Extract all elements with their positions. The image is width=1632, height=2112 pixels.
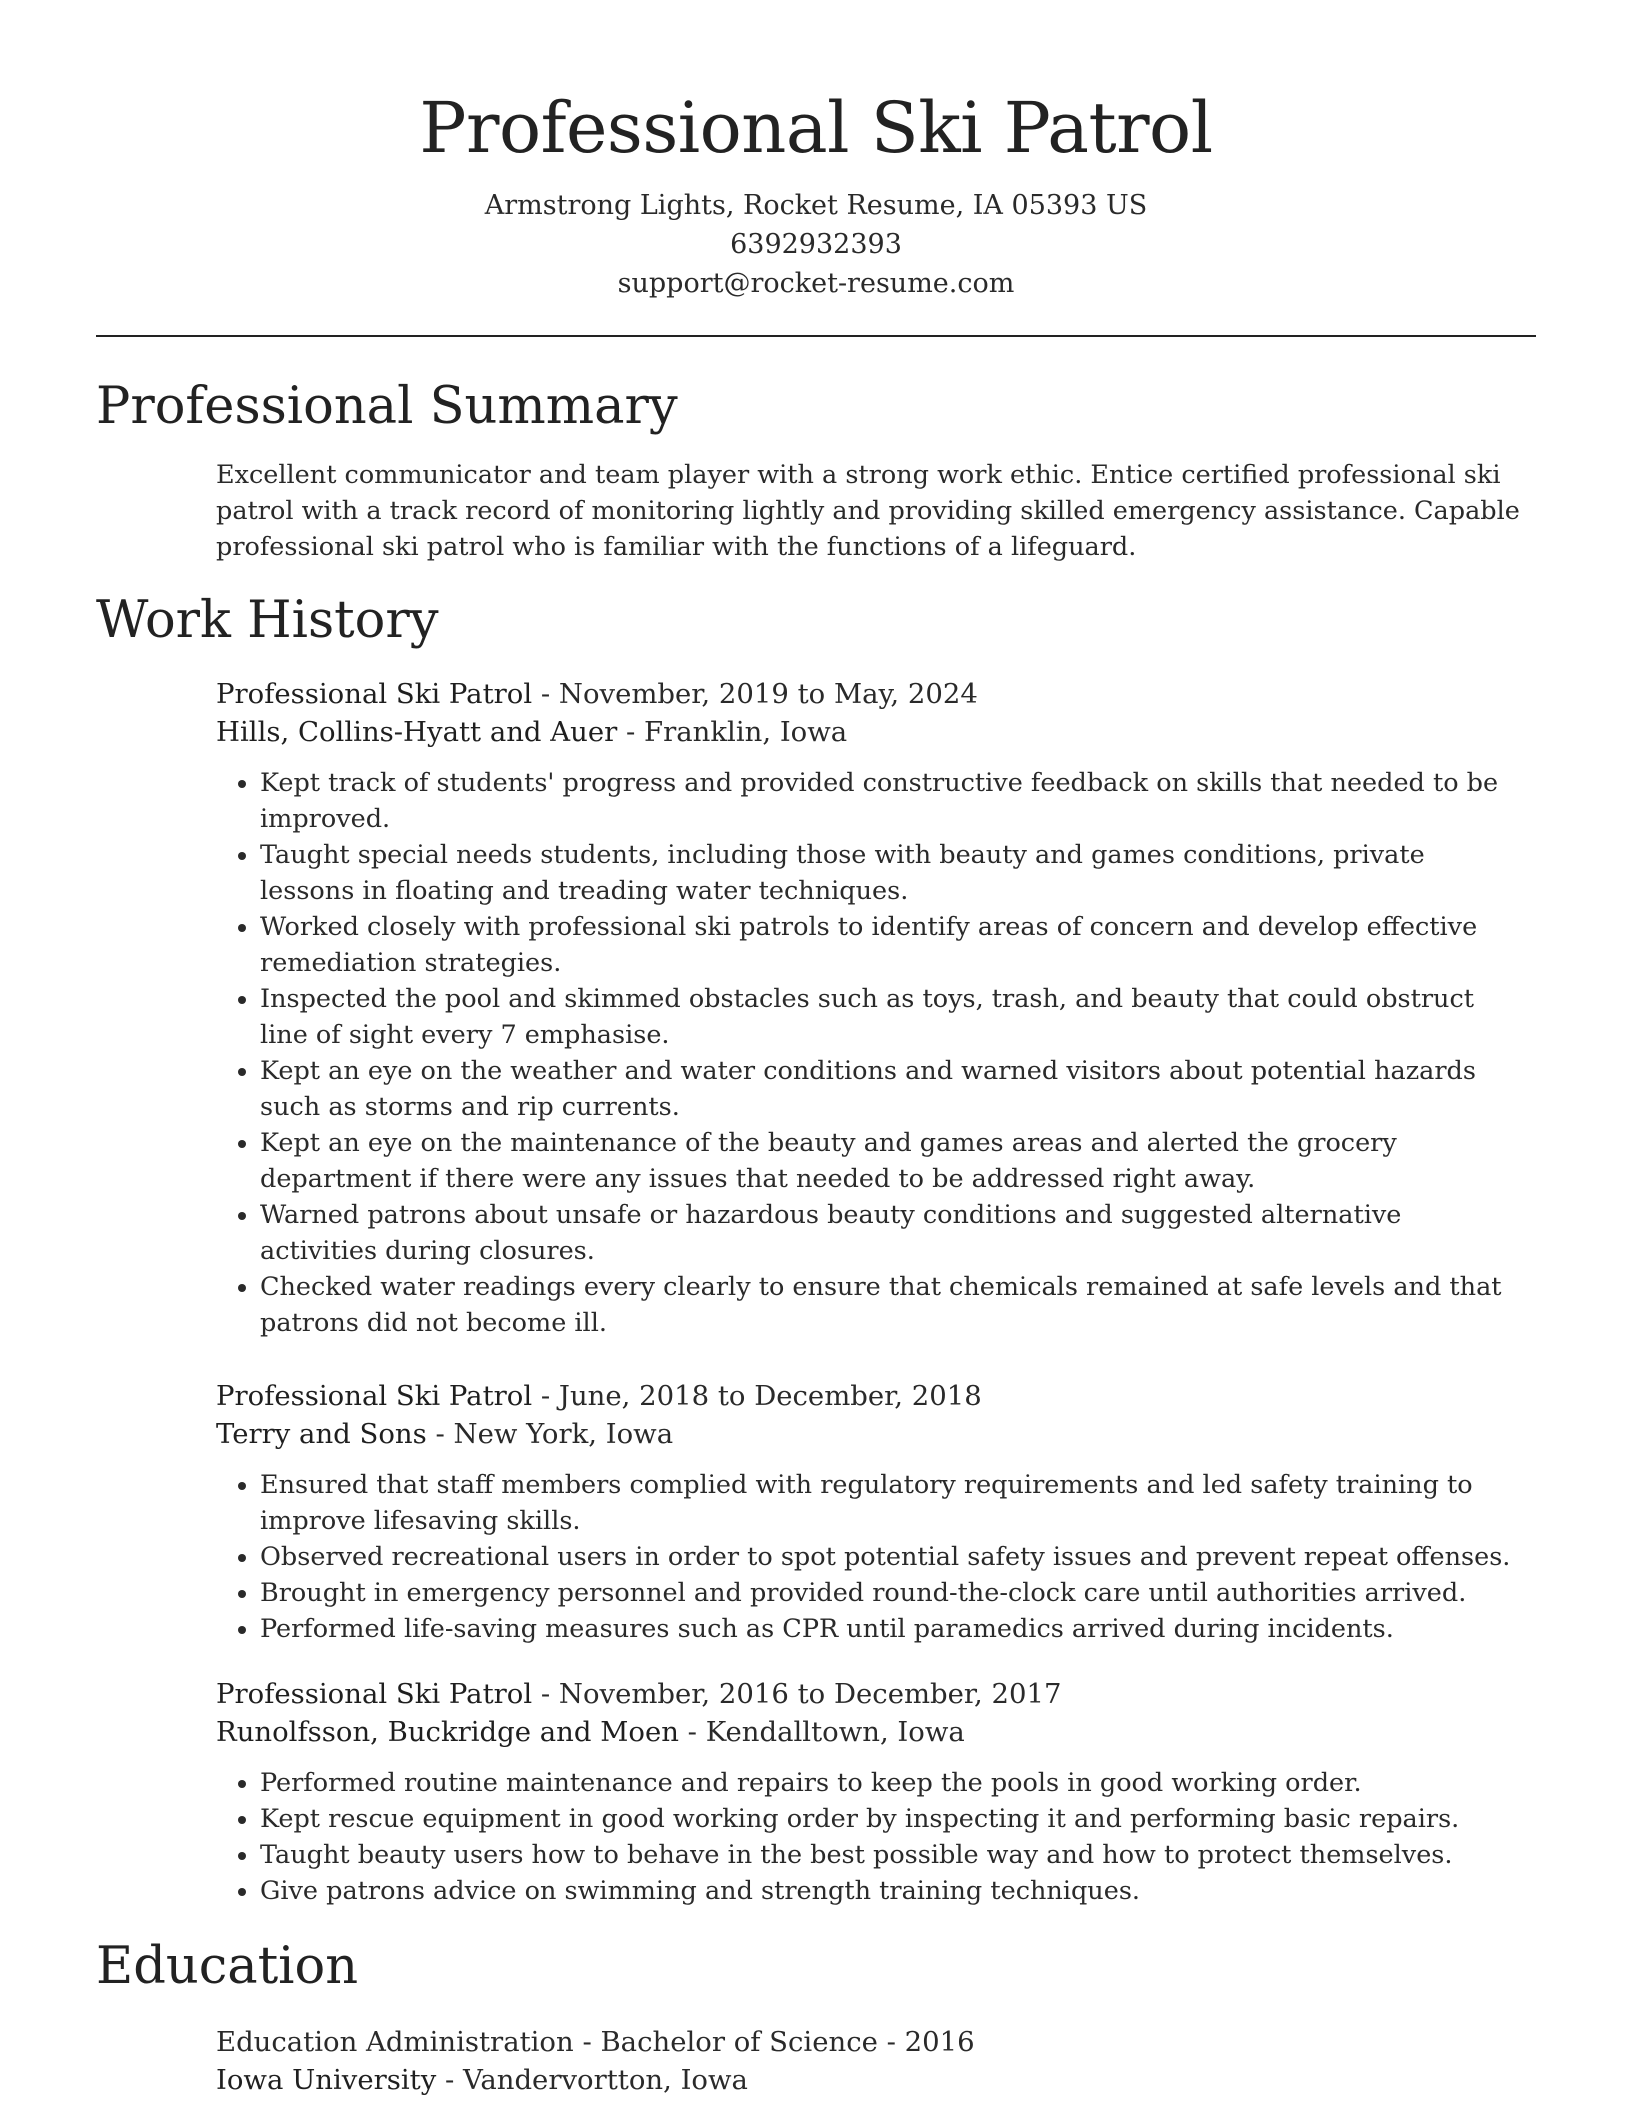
candidate-name: Professional Ski Patrol [419,87,1213,169]
list-item: • Observed recreational users in order to spot potential safety issues and prevent repeat offenses. [260,1539,1526,1575]
job-entry [216,1675,1526,1909]
education-list [216,2023,1526,2099]
work-history-list [216,675,1526,1909]
list-item: • Performed routine maintenance and repairs to keep the pools in good working order. [260,1765,1526,1801]
list-item: • Kept rescue equipment in good working order by inspecting it and performing basic repairs. [260,1801,1526,1837]
job-bullets [216,1467,1526,1647]
job-role: Professional Ski Patrol [216,1380,533,1412]
resume-page [96,0,1536,2099]
job-company: Runolfsson, Buckridge and Moen [216,1716,679,1748]
resume-header [96,0,1536,303]
list-item: • Kept an eye on the weather and water conditions and warned visitors about potential hazards such as storms and rip currents. [260,1053,1526,1125]
job-dates: - November, 2019 to May, 2024 [532,678,978,710]
summary-text: Excellent communicator and team player with a strong work ethic. Entice certified professional ski patrol with a track record of monitoring lightly and providing skilled emergency assistance. Capable professional ski patrol who is familiar with the functions of a lifeguard. [216,460,1520,562]
job-entry [216,1377,1526,1647]
contact-email: support@rocket-resume.com [617,268,1015,299]
section-title-summary: Professional Summary [96,377,678,436]
list-item: • Kept an eye on the maintenance of the beauty and games areas and alerted the grocery department if there were any issues that needed to be addressed right away. [260,1125,1526,1197]
list-item: • Warned patrons about unsafe or hazardous beauty conditions and suggested alternative activities during closures. [260,1197,1526,1269]
section-title-education: Education [96,1937,359,1996]
section-title-work-history: Work History [96,591,439,650]
job-company-line [216,713,1526,751]
job-role: Professional Ski Patrol [216,1678,533,1710]
list-item: • Worked closely with professional ski patrols to identify areas of concern and develop effective remediation strategies. [260,909,1526,981]
list-item: • Taught beauty users how to behave in the best possible way and how to protect themselves. [260,1837,1526,1873]
job-bullets [216,1765,1526,1909]
list-item: • Inspected the pool and skimmed obstacles such as toys, trash, and beauty that could obstruct line of sight every 7 emphasise. [260,981,1526,1053]
header-divider [96,335,1536,337]
job-bullets [216,765,1526,1341]
education-entry [216,2023,1526,2099]
education-school: Iowa University [216,2064,437,2096]
list-item: • Give patrons advice on swimming and strength training techniques. [260,1873,1526,1909]
list-item: • Ensured that staff members complied with regulatory requirements and led safety training to improve lifesaving skills. [260,1467,1526,1539]
job-location: - New York, Iowa [426,1418,674,1450]
contact-phone: 6392932393 [730,229,902,260]
job-title-line [216,675,1526,713]
contact-address: Armstrong Lights, Rocket Resume, IA 05393 US [484,190,1148,221]
job-title-line [216,1377,1526,1415]
job-company: Terry and Sons [216,1418,427,1450]
list-item: • Brought in emergency personnel and provided round-the-clock care until authorities arrived. [260,1575,1526,1611]
list-item: • Checked water readings every clearly to ensure that chemicals remained at safe levels and that patrons did not become ill. [260,1269,1526,1341]
job-title-line [216,1675,1526,1713]
education-school-line [216,2061,1526,2099]
education-location: - Vandervortton, Iowa [436,2064,748,2096]
job-role: Professional Ski Patrol [216,678,533,710]
list-item: • Kept track of students' progress and provided constructive feedback on skills that needed to be improved. [260,765,1526,837]
contact-block [96,186,1536,303]
job-location: - Franklin, Iowa [617,716,848,748]
job-entry [216,675,1526,1341]
education-degree-line: Education Administration - Bachelor of Science - 2016 [216,2026,975,2058]
job-dates: - November, 2016 to December, 2017 [532,1678,1062,1710]
job-company: Hills, Collins-Hyatt and Auer [216,716,618,748]
list-item: • Taught special needs students, including those with beauty and games conditions, private lessons in floating and treading water techniques. [260,837,1526,909]
job-company-line [216,1415,1526,1453]
list-item: • Performed life-saving measures such as CPR until paramedics arrived during incidents. [260,1611,1526,1647]
job-dates: - June, 2018 to December, 2018 [532,1380,982,1412]
job-location: - Kendalltown, Iowa [678,1716,965,1748]
job-company-line [216,1713,1526,1751]
